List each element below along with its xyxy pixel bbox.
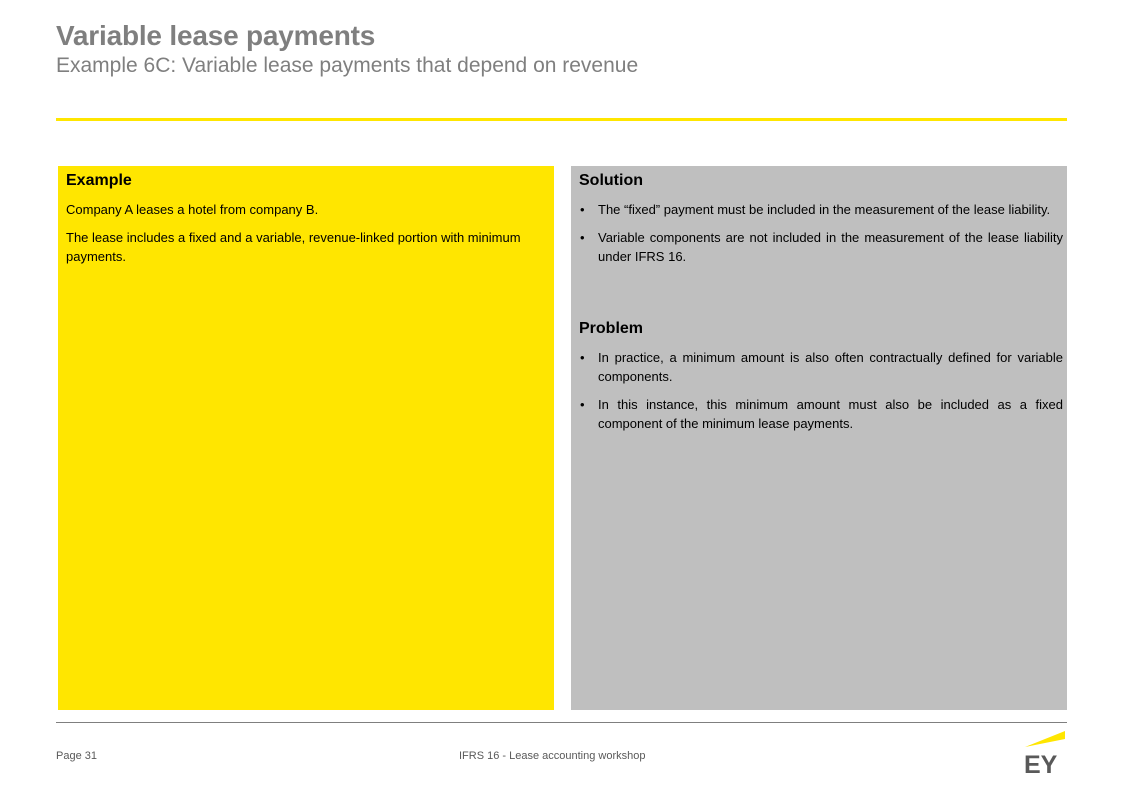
bullet-icon: •: [580, 397, 585, 412]
ey-logo-text: EY: [1024, 751, 1058, 774]
solution-bullet-item: [579, 200, 1063, 219]
problem-bullet-text: In this instance, this minimum amount must also be included as a fixed component of the minimum lease payments.: [598, 397, 1063, 431]
bullet-icon: •: [580, 350, 585, 365]
solution-bullet-text: Variable components are not included in the measurement of the lease liability under IFRS 16.: [598, 230, 1063, 264]
bullet-icon: •: [580, 202, 585, 217]
page-number: Page 31: [56, 750, 97, 762]
example-panel: [58, 166, 554, 710]
solution-heading: Solution: [579, 172, 643, 189]
problem-section: [579, 320, 1063, 433]
page-title: Variable lease payments: [56, 20, 376, 51]
bullet-icon: •: [580, 230, 585, 245]
example-paragraph: The lease includes a fixed and a variable, revenue-linked portion with minimum payments.: [66, 230, 521, 264]
problem-bullet-item: [579, 395, 1063, 433]
solution-list: [579, 200, 1063, 266]
footer-title: IFRS 16 - Lease accounting workshop: [459, 750, 646, 762]
problem-heading: Problem: [579, 320, 644, 337]
example-heading: Example: [66, 172, 132, 189]
ey-logo-beam: [1025, 731, 1065, 747]
problem-bullet-text: In practice, a minimum amount is also often contractually defined for variable components.: [598, 350, 1063, 384]
page-subtitle: Example 6C: Variable lease payments that depend on revenue: [56, 54, 639, 77]
solution-bullet-text: The “fixed” payment must be included in the measurement of the lease liability.: [598, 202, 1051, 217]
title-divider: [56, 118, 1067, 121]
solution-panel: [571, 166, 1067, 710]
ey-logo-icon: [1023, 730, 1067, 774]
footer-divider: [56, 722, 1067, 723]
solution-bullet-item: [579, 228, 1063, 266]
problem-list: [579, 348, 1063, 433]
problem-bullet-item: [579, 348, 1063, 386]
example-paragraph: Company A leases a hotel from company B.: [66, 202, 319, 217]
